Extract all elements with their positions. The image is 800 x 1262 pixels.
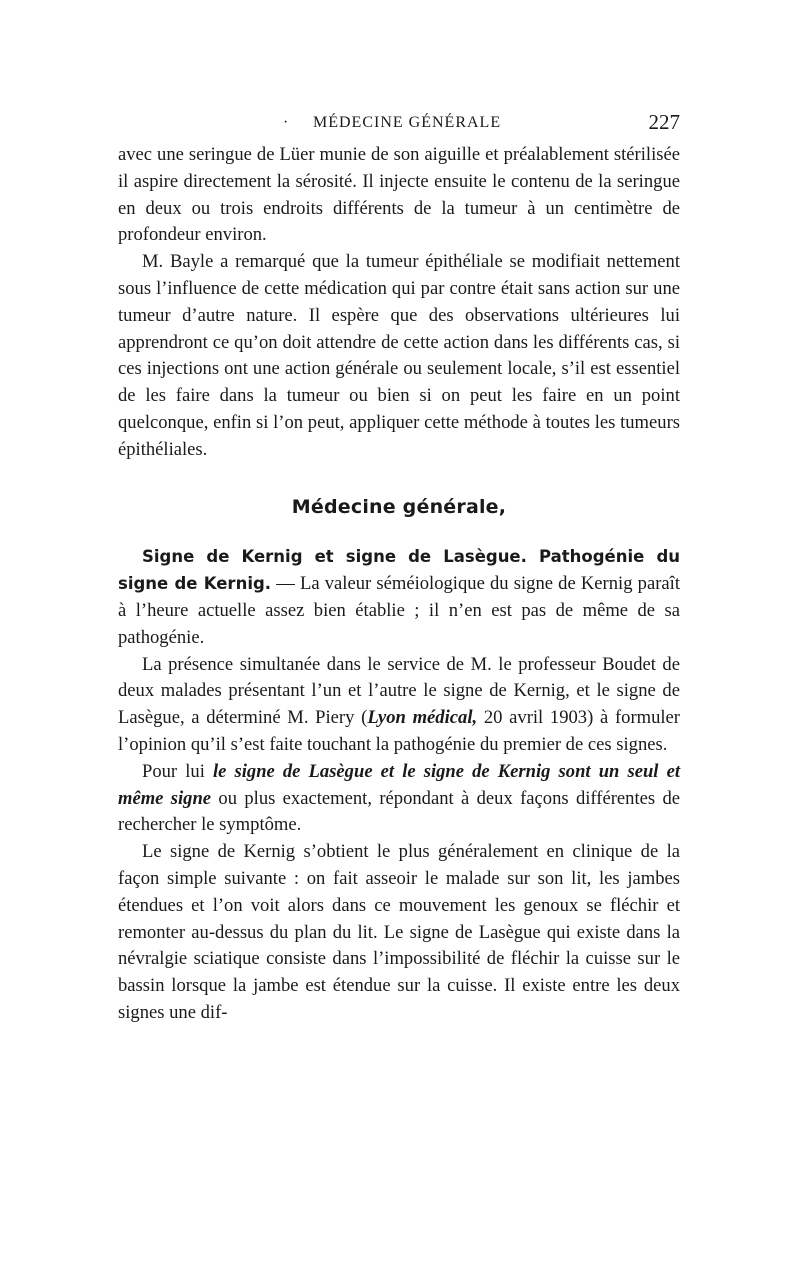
emphasis-same-sign: le signe de Lasègue et le signe de Kernig sont un seul et même signe	[118, 760, 680, 809]
book-page	[118, 112, 680, 1027]
paragraph-piery-text-b: 20 avril 1903) à formuler l’opinion qu’il s’est faite touchant la pathogénie du premier de ces signes.	[118, 707, 681, 755]
paragraph-piery-text-a: La présence simultanée dans le service de M. le professeur Boudet de deux malades présentant l’un et l’autre le signe de Kernig, et le signe de Lasègue, a déterminé M. Piery (	[118, 653, 680, 729]
paragraph-opinion-text-a: Pour lui	[142, 760, 213, 782]
article-subhead: Signe de Kernig et signe de Lasègue. Pathogénie du signe de Kernig.	[118, 547, 680, 594]
header-dot: ·	[283, 114, 290, 131]
page-number: 227	[648, 110, 680, 134]
paragraph-kernig-method: Le signe de Kernig s’obtient le plus généralement en clinique de la façon simple suivante : on fait asseoir le malade sur son lit, les jambes étendues et l’on voit alors dans ce mouvement les genoux se fléchir et remonter au-dessus du plan du lit. Le signe de Lasègue qui existe dans la névralgie sciatique consiste dans l’impossibilité de fléchir la cuisse sur le bassin lorsque la jambe est étendue sur la cuisse. Il existe entre les deux signes une dif-	[118, 841, 680, 1023]
paragraph-kernig-intro	[118, 544, 680, 651]
paragraph-kernig-intro-text: — La valeur séméiologique du signe de Kernig paraît à l’heure actuelle assez bien établie ; il n’en est pas de même de sa pathogénie.	[118, 573, 680, 648]
paragraph-bayle: M. Bayle a remarqué que la tumeur épithéliale se modifiait nettement sous l’influence de cette médication qui par contre était sans action sur une tumeur d’autre nature. Il espère que des observations ultérieures lui apprendront ce qu’on doit attendre de cette action dans les différents cas, si ces injections ont une action générale ou seulement locale, s’il est essentiel de les faire dans la tumeur ou bien si on peut les faire en un point quelconque, enfin si l’on peut, appliquer cette méthode à toutes les tumeurs épithéliales.	[118, 251, 680, 460]
section-heading: Médecine générale,	[291, 495, 507, 518]
paragraph-opinion-text-b: ou plus exactement, répondant à deux façons différentes de rechercher le symptôme.	[118, 787, 681, 836]
paragraph-injection: avec une seringue de Lüer munie de son aiguille et préalablement stérilisée il aspire directement la sérosité. Il injecte ensuite le contenu de la seringue en deux ou trois endroits différents de la tumeur à un centimètre de profondeur environ.	[118, 144, 680, 246]
running-title: MÉDECINE GÉNÉRALE	[313, 114, 502, 131]
citation-lyon-medical: Lyon médical,	[367, 707, 478, 729]
paragraph-opinion	[118, 759, 680, 839]
body-text	[118, 142, 680, 1027]
running-head	[118, 112, 680, 142]
paragraph-piery	[118, 652, 680, 759]
